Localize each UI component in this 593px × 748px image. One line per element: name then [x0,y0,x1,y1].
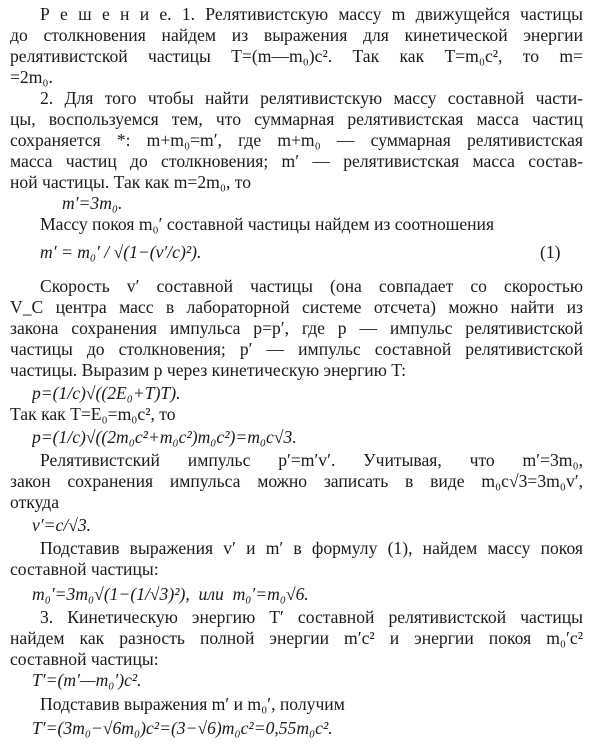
text-line: до столкновения найдем из выражения для кинетической энергии [10,25,583,45]
text-line: частицы до столкновения; p′ — импульс составной релятивистской [10,339,583,359]
text-line: частицы. Выразим p через кинетическую энергию T: [10,360,407,380]
formula-line: v′=c/√3. [32,515,92,535]
text-line: Скорость v′ составной частицы (она совпадает со скоростью [40,276,583,296]
formula-line: T′=(3m₀−√6m₀)c²=(3−√6)m₀c²=0,55m₀c². [32,718,333,738]
text-line: сохраняется *: m+m₀=m′, где m+m₀ — суммарная релятивистская [10,130,583,150]
text-line: ной частицы. Так как m=2m₀, то [10,172,252,192]
text-line: составной частицы: [10,649,159,669]
text-line: составной частицы: [10,559,159,579]
text-line: 3. Кинетическую энергию T′ составной релятивистской частицы [40,607,583,627]
text-line: Релятивистский импульс p′=m′v′. Учитывая, что m′=3m₀, [40,450,583,470]
text-line: =2m₀. [10,67,53,87]
text-line: цы, воспользуемся тем, что суммарная релятивистская масса частиц [10,109,583,129]
text-line: найдем как разность полной энергии m′c² и энергии покоя m₀′c² [10,628,583,648]
text-line: Подставив выражения v′ и m′ в формулу (1), найдем массу покоя [40,538,583,558]
equation-number: (1) [540,242,561,262]
text-line: релятивистской частицы T=(m—m₀)c². Так как T=m₀c², то m= [10,46,583,66]
text-line: Р е ш е н и е. 1. Релятивистскую массу m движущейся частицы [40,4,583,24]
text-line: Подставив выражения m′ и m₀′, получим [40,694,345,714]
formula-line: m′ = m₀′ / √(1−(v′/c)²). [40,242,202,262]
text-line: закон сохранения импульса можно записать в виде m₀c√3=3m₀v′, [10,471,583,491]
text-line: Массу покоя m₀′ составной частицы найдем из соотношения [40,214,495,234]
formula-line: p=(1/c)√((2m₀c²+m₀c²)m₀c²)=m₀c√3. [32,427,297,447]
text-line: откуда [10,492,60,512]
text-line: V_C центра масс в лабораторной системе отсчета) можно найти из [10,297,583,317]
text-line: 2. Для того чтобы найти релятивистскую массу составной части- [40,88,583,108]
formula-line: m′=3m₀. [62,193,123,213]
formula-line: T′=(m′—m₀′)c². [32,670,142,690]
text-line: масса частиц до столкновения; m′ — релятивистская масса состав- [10,151,583,171]
text-line: закона сохранения импульса p=p′, где p — импульс релятивистской [10,318,583,338]
formula-line: m₀′=3m₀√(1−(1/√3)²), или m₀′=m₀√6. [32,584,309,604]
text-line: Так как T=E₀=m₀c², то [10,404,176,424]
formula-line: p=(1/c)√((2E₀+T)T). [32,383,181,403]
